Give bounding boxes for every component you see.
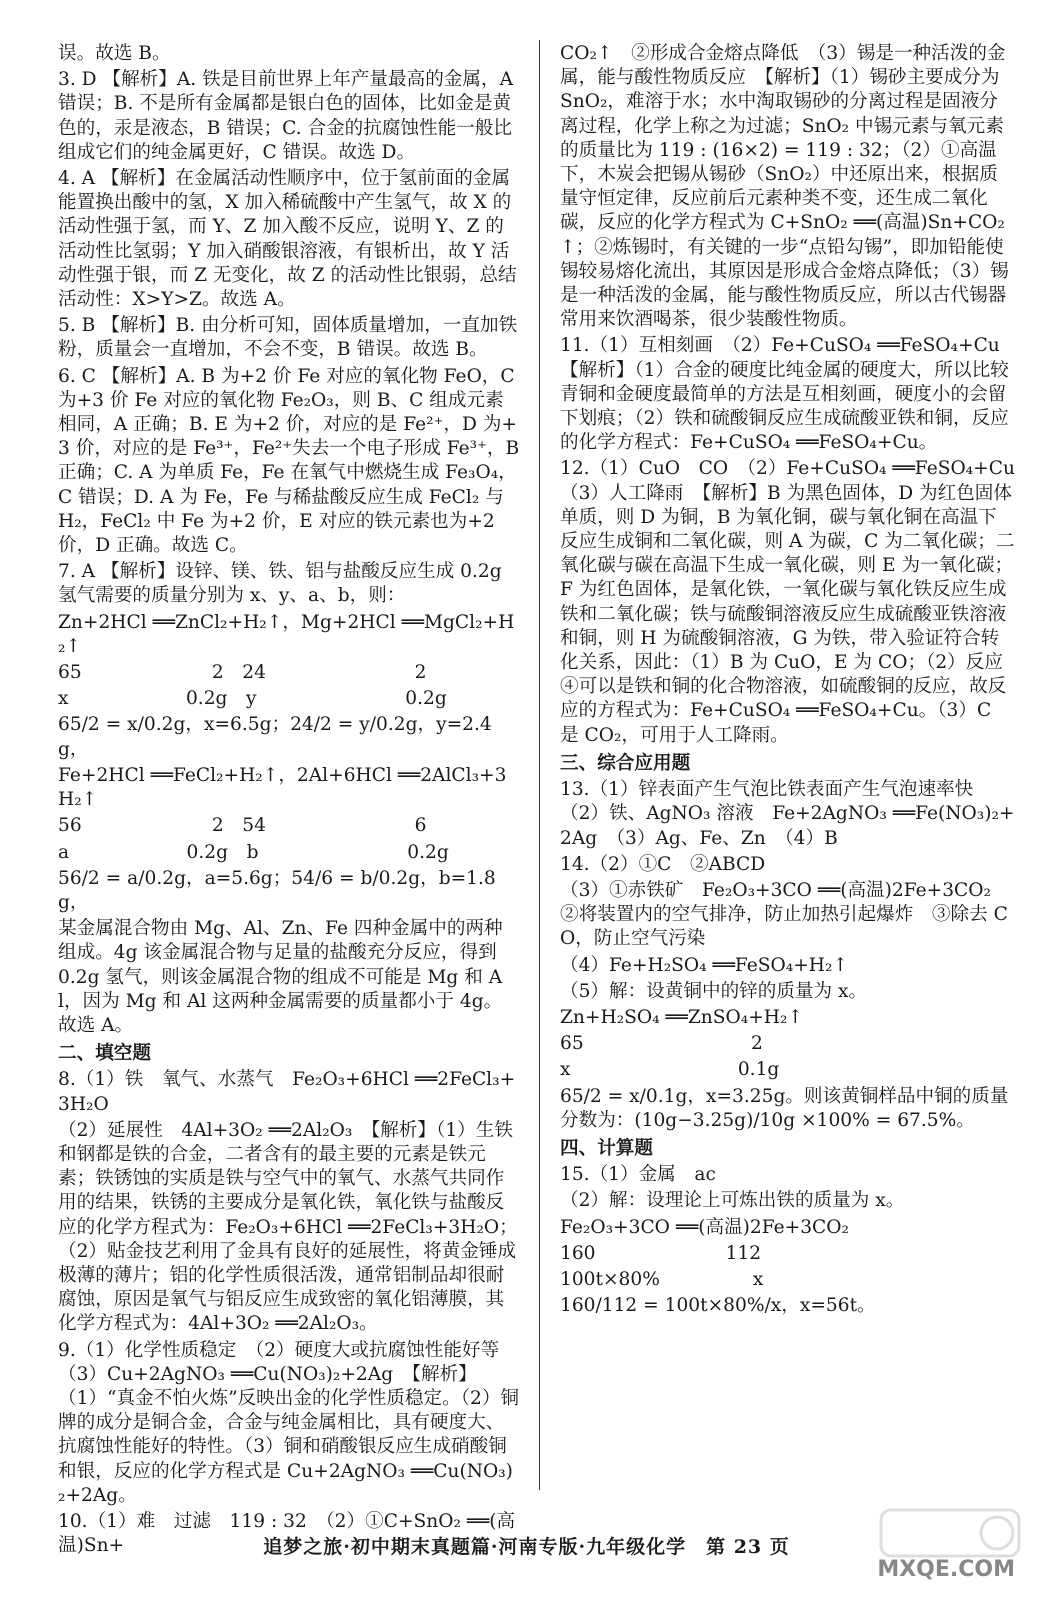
answer-line: （2）延展性 4Al+3O₂ ══2Al₂O₃ 【解析】（1）生铁和钢都是铁的合金，二者含有的最主要的元素是铁元素；铁锈蚀的实质是铁与空气中的氧气、水蒸气共同作用的结果，铁锈的主要成分是氧化铁，氧化铁与盐酸反应的化学方程式为：Fe₂O₃+6HCl ══2FeCl₃+3H₂O；（2）贴金技艺利用了金具有良好的延展性，将黄金锤成极薄的薄片；铝的化学性质很活泼，通常铝制品却很耐腐蚀，原因是氧气与铝反应生成致密的氧化铝薄膜，其化学方程式为：4Al+3O₂ ══2Al₂O₃。: [58, 1119, 518, 1335]
section-heading: 四、计算题: [560, 1137, 653, 1159]
answer-line: （5）解：设黄铜中的锌的质量为 x。: [560, 980, 868, 1002]
answer-line: 5. B 【解析】B. 由分析可知，固体质量增加，一直加铁粉，质量会一直增加，不会不变，B 错误。故选 B。: [58, 315, 518, 361]
answer-line: 65 2: [560, 1033, 763, 1055]
answer-line: 3. D 【解析】A. 铁是目前世界上年产量最高的金属，A 错误；B. 不是所有金属都是银白色的固体，比如金是黄色的，汞是液态，B 错误；C. 合金的抗腐蚀性能一般比组成它们的纯金属更好，C 错误。故选 D。: [58, 69, 514, 163]
answer-line: 100t×80% x: [560, 1268, 764, 1290]
answer-line: 65 2 24 2: [58, 662, 427, 684]
answer-line: 13.（1）锌表面产生气泡比铁表面产生气泡速率快 （2）铁、AgNO₃ 溶液 Fe+2AgNO₃ ══Fe(NO₃)₂+2Ag （3）Ag、Fe、Zn （4）B: [560, 779, 1015, 849]
left-column: [58, 42, 520, 1560]
answer-line: 10.（1）难 过滤 119 : 32 （2）①C+SnO₂ ══(高温)Sn+: [58, 1510, 516, 1557]
answer-line: 56/2 = a/0.2g，a=5.6g；54/6 = b/0.2g，b=1.8g，: [58, 867, 496, 913]
answer-line: 160/112 = 100t×80%/x，x=56t。: [560, 1295, 876, 1317]
answer-line: 65/2 = x/0.2g，x=6.5g；24/2 = y/0.2g，y=2.4g，: [58, 714, 492, 760]
answer-line: CO₂↑ ②形成合金熔点降低 （3）锡是一种活泼的金属，能与酸性物质反应 【解析】（1）锡砂主要成分为 SnO₂，难溶于水；水中淘取锡砂的分离过程是固液分离过程，化学上称之为过滤；SnO₂ 中锡元素与氧元素的质量比为 119 : (16×2) = 119 : 32；（2）①高温下，木炭会把锡从锡砂（SnO₂）中还原出来，根据质量守恒定律，反应前后元素种类不变，还生成二氧化碳，反应的化学方程式为 C+SnO₂ ══(高温)Sn+CO₂↑；②炼锡时，有关键的一步“点铅勾锡”，即加铅能使锡较易熔化流出，其原因是形成合金熔点降低；（3）锡是一种活泼的金属，能与酸性物质反应，所以古代锡器常用来饮酒喝茶，很少装酸性物质。: [560, 43, 1009, 331]
answer-line: 4. A 【解析】在金属活动性顺序中，位于氢前面的金属能置换出酸中的氢，X 加入稀硫酸中产生氢气，故 X 的活动性强于氢，而 Y、Z 加入酸不反应，说明 Y、Z 的活动性比氢弱；Y 加入硝酸银溶液，有银析出，故 Y 活动性强于银，而 Z 无变化，故 Z 的活动性比银弱，总结活动性：X>Y>Z。故选 A。: [58, 168, 517, 311]
answer-line: x 0.1g: [560, 1059, 780, 1081]
answer-line: 15.（1）金属 ac: [560, 1164, 716, 1186]
answer-line: Fe+2HCl ══FeCl₂+H₂↑，2Al+6HCl ══2AlCl₃+3H₂↑: [58, 764, 507, 811]
answer-line: Fe₂O₃+3CO ══(高温)2Fe+3CO₂: [560, 1216, 849, 1238]
section-heading: 三、综合应用题: [560, 752, 691, 774]
answer-line: 6. C 【解析】A. B 为+2 价 Fe 对应的氧化物 FeO，C 为+3 价 Fe 对应的氧化物 Fe₂O₃，则 B、C 组成元素相同，A 正确；B. E 为+2 价，对应的是 Fe²⁺，D 为+3 价，对应的是 Fe³⁺，Fe²⁺失去一个电子形成 Fe³⁺，B 正确；C. A 为单质 Fe，Fe 在氧气中燃烧生成 Fe₃O₄，C 错误；D. A 为 Fe，Fe 与稀盐酸反应生成 FeCl₂ 与 H₂，FeCl₂ 中 Fe 为+2 价，E 对应的铁元素也为+2 价，D 正确。故选 C。: [58, 365, 520, 557]
section-heading: 二、填空题: [58, 1043, 151, 1065]
page-footer: 追梦之旅·初中期末真题篇·河南专版·九年级化学 第 23 页: [263, 1536, 790, 1558]
answer-line: 65/2 = x/0.1g，x=3.25g。则该黄铜样品中铜的质量分数为：(10g−3.25g)/10g ×100% = 67.5%。: [560, 1085, 1009, 1131]
answer-line: 12.（1）CuO CO （2）Fe+CuSO₄ ══FeSO₄+Cu （3）人工降雨 【解析】B 为黑色固体，D 为红色固体单质，则 D 为铜，B 为氧化铜，碳与氧化铜在高温下反应生成铜和二氧化碳，则 A 为碳，C 为二氧化碳；二氧化碳与碳在高温下生成一氧化碳，则 E 为一氧化碳；F 为红色固体，是氧化铁，一氧化碳与氧化铁反应生成铁和二氧化碳；铁与硫酸铜溶液反应生成硫酸亚铁溶液和铜，则 H 为硫酸铜溶液，G 为铁，带入验证符合转化关系，因此：（1）B 为 CuO，E 为 CO；（2）反应④可以是铁和铜的化合物溶液，如硫酸铜的反应，故反应的方程式为：Fe+CuSO₄ ══FeSO₄+Cu。（3）C 是 CO₂，可用于人工降雨。: [560, 458, 1034, 746]
column-divider: [539, 40, 540, 1490]
watermark-text: MXQE.COM: [877, 1557, 1015, 1582]
answer-line: 8.（1）铁 氧气、水蒸气 Fe₂O₃+6HCl ══2FeCl₃+3H₂O: [58, 1069, 516, 1115]
answer-line: 160 112: [560, 1242, 762, 1264]
answer-line: 某金属混合物由 Mg、Al、Zn、Fe 四种金属中的两种组成。4g 该金属混合物与足量的盐酸充分反应，得到 0.2g 氢气，则该金属混合物的组成不可能是 Mg 和 Al，因为 Mg 和 Al 这两种金属需要的质量都小于 4g。故选 A。: [58, 918, 503, 1036]
answer-line: x 0.2g y 0.2g: [58, 688, 447, 710]
answer-line: 11.（1）互相刻画 （2）Fe+CuSO₄ ══FeSO₄+Cu 【解析】（1）合金的硬度比纯金属的硬度大，所以比较青铜和金硬度最简单的方法是互相刻画，硬度小的会留下划痕；（2）铁和硫酸铜反应生成硫酸亚铁和铜，反应的化学方程式：Fe+CuSO₄ ══FeSO₄+Cu。: [560, 335, 1019, 454]
answer-line: （4）Fe+H₂SO₄ ══FeSO₄+H₂↑: [560, 954, 849, 976]
answer-line: 14.（2）①C ②ABCD: [560, 853, 766, 875]
answer-line: Zn+H₂SO₄ ══ZnSO₄+H₂↑: [560, 1006, 804, 1028]
answer-line: （3）①赤铁矿 Fe₂O₃+3CO ══(高温)2Fe+3CO₂ ②将装置内的空气排净，防止加热引起爆炸 ③除去 CO，防止空气污染: [560, 879, 1010, 950]
right-column: [560, 42, 1034, 1320]
answer-line: Zn+2HCl ══ZnCl₂+H₂↑，Mg+2HCl ══MgCl₂+H₂↑: [58, 611, 515, 657]
answer-line: （2）解：设理论上可炼出铁的质量为 x。: [560, 1190, 905, 1212]
answer-line: a 0.2g b 0.2g: [58, 841, 449, 863]
answer-line: 误。故选 B。: [58, 43, 171, 64]
answer-line: 7. A 【解析】设锌、镁、铁、铝与盐酸反应生成 0.2g 氢气需要的质量分别为 x、y、a、b，则：: [58, 561, 502, 607]
answer-line: 9.（1）化学性质稳定 （2）硬度大或抗腐蚀性能好等 （3）Cu+2AgNO₃ ══Cu(NO₃)₂+2Ag 【解析】（1）“真金不怕火炼”反映出金的化学性质稳定。（2）铜牌的成分是铜合金，合金与纯金属相比，具有硬度大、抗腐蚀性能好的特性。（3）铜和硝酸银反应生成硝酸铜和银，反应的化学方程式是 Cu+2AgNO₃ ══Cu(NO₃)₂+2Ag。: [58, 1339, 520, 1506]
answer-line: 56 2 54 6: [58, 815, 427, 837]
